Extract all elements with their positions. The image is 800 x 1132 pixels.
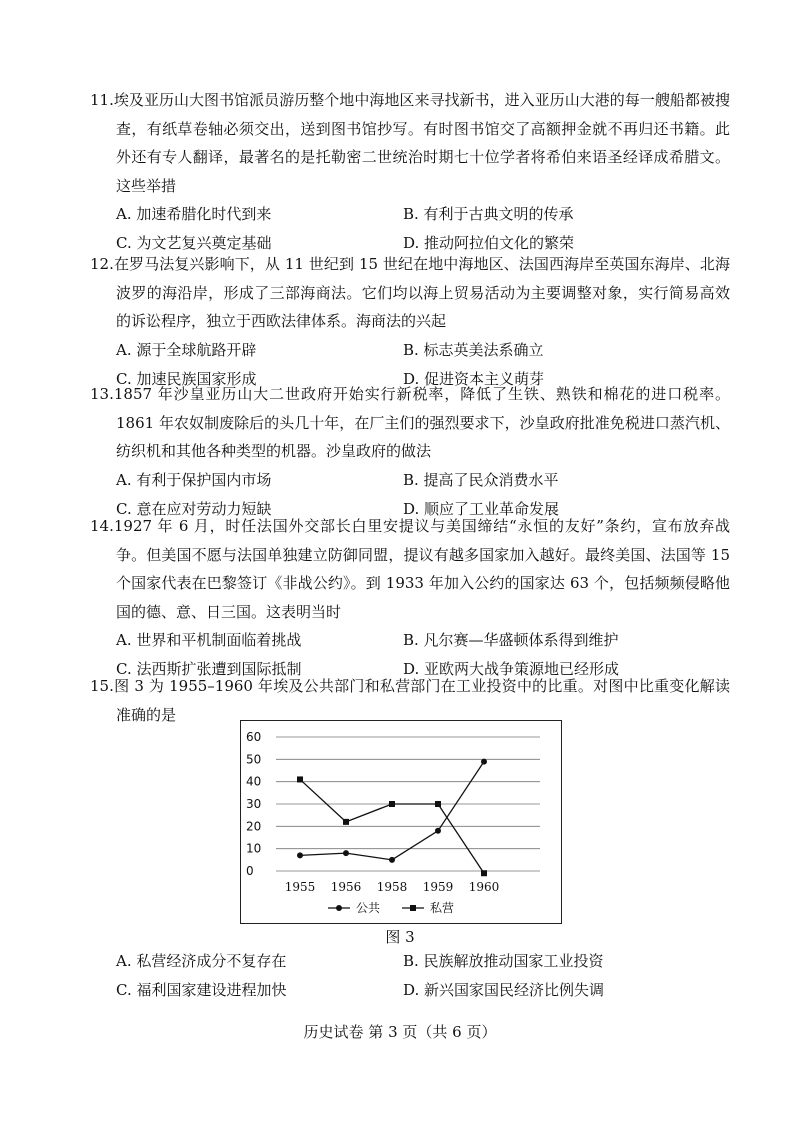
option-b: B. 有利于古典文明的传承	[403, 205, 574, 223]
legend-marker-square	[410, 905, 416, 911]
option-a: A. 源于全球航路开辟	[116, 340, 257, 359]
y-tick-label: 30	[246, 797, 262, 811]
question-stem	[90, 380, 730, 466]
question-text: 埃及亚历山大图书馆派员游历整个地中海地区来寻找新书，进入亚历山大港的每一艘船都被搜查，有纸草卷轴必须交出，送到图书馆抄写。有时图书馆交了高额押金就不再归还书籍。此外还有专人翻译，最著名的是托勒密二世统治时期七十位学者将希伯来语圣经译成希腊文。这些举措	[113, 91, 730, 195]
option-b: B. 凡尔赛—华盛顿体系得到维护	[403, 631, 619, 649]
option-c: C. 福利国家建设进程加快	[116, 981, 287, 999]
legend-label: 私营	[430, 901, 455, 915]
data-point-square	[389, 801, 395, 807]
option-b: B. 提高了民众消费水平	[403, 470, 559, 489]
option-d: D. 新兴国家国民经济比例失调	[403, 981, 605, 999]
question-stem	[90, 86, 730, 200]
data-point-circle	[343, 850, 349, 856]
question-text: 图 3 为 1955–1960 年埃及公共部门和私营部门在工业投资中的比重。对图中比重变化解读准确的是	[113, 677, 730, 724]
y-tick-label: 50	[246, 752, 262, 767]
data-point-circle	[297, 852, 303, 858]
data-point-circle	[435, 828, 441, 834]
option-a: A. 有利于保护国内市场	[116, 470, 272, 489]
data-point-square	[481, 870, 487, 876]
option-c: C. 为文艺复兴奠定基础	[116, 234, 272, 252]
question-number: 15.	[90, 677, 114, 695]
x-tick-label: 1960	[468, 880, 500, 894]
question-number: 12.	[90, 255, 114, 273]
y-tick-label: 0	[246, 864, 254, 878]
x-tick-label: 1955	[284, 880, 316, 894]
option-d: D. 推动阿拉伯文化的繁荣	[403, 234, 575, 252]
data-point-circle	[481, 759, 487, 765]
question-number: 11.	[90, 91, 114, 109]
option-c: C. 加速民族国家形成	[116, 369, 257, 388]
question-12	[90, 250, 730, 394]
question-11	[90, 86, 730, 258]
option-c: C. 法西斯扩张遭到国际抵制	[116, 660, 302, 678]
option-d: D. 亚欧两大战争策源地已经形成	[403, 660, 620, 678]
legend-marker-circle	[336, 905, 342, 911]
y-tick-label: 10	[246, 841, 262, 856]
option-a: A. 加速希腊化时代到来	[116, 205, 272, 223]
option-c: C. 意在应对劳动力短缺	[116, 499, 272, 518]
page-footer: 历史试卷 第 3 页（共 6 页）	[303, 1023, 497, 1041]
x-tick-label: 1958	[376, 880, 408, 894]
option-b: B. 民族解放推动国家工业投资	[403, 952, 604, 970]
option-b: B. 标志英美法系确立	[403, 340, 544, 359]
question-14	[90, 512, 730, 684]
legend-label: 公共	[356, 901, 381, 915]
question-text: 1927 年 6 月，时任法国外交部长白里安提议与美国缔结“永恒的友好”条约，宣布放弃战争。但美国不愿与法国单独建立防御同盟，提议有越多国家加入越好。最终美国、法国等 15 个国家代表在巴黎签订《非战公约》。到 1933 年加入公约的国家达 63 个，包括频频侵略他国的德、意、日三国。这表明当时	[113, 517, 730, 621]
y-tick-label: 20	[246, 819, 262, 834]
question-stem	[90, 250, 730, 336]
question-stem	[90, 512, 730, 626]
x-tick-label: 1959	[422, 880, 454, 894]
question-text: 在罗马法复兴影响下，从 11 世纪到 15 世纪在地中海地区、法国西海岸至英国东海岸、北海波罗的海沿岸，形成了三部海商法。它们均以海上贸易活动为主要调整对象，实行简易高效的诉讼程序，独立于西欧法律体系。海商法的兴起	[113, 255, 731, 330]
option-a: A. 世界和平机制面临着挑战	[116, 631, 302, 649]
question-number: 14.	[90, 517, 114, 535]
data-point-square	[343, 819, 349, 825]
option-d: D. 促进资本主义萌芽	[403, 369, 545, 388]
figure-caption: 图 3	[385, 928, 415, 946]
line-chart	[240, 720, 562, 924]
question-number: 13.	[90, 385, 114, 403]
data-point-circle	[389, 857, 395, 863]
data-point-square	[435, 801, 441, 807]
question-13	[90, 380, 730, 524]
option-d: D. 顺应了工业革命发展	[403, 499, 560, 518]
option-a: A. 私营经济成分不复存在	[116, 952, 287, 970]
data-point-square	[297, 776, 303, 782]
question-text: 1857 年沙皇亚历山大二世政府开始实行新税率，降低了生铁、熟铁和棉花的进口税率。1861 年农奴制废除后的头几十年，在厂主们的强烈要求下，沙皇政府批准免税进口蒸汽机、纺织机和其他各种类型的机器。沙皇政府的做法	[113, 385, 730, 460]
question-15-options	[116, 947, 736, 1005]
y-tick-label: 60	[246, 730, 262, 744]
x-tick-label: 1956	[330, 880, 362, 894]
options	[116, 947, 736, 1005]
y-tick-label: 40	[246, 774, 262, 789]
